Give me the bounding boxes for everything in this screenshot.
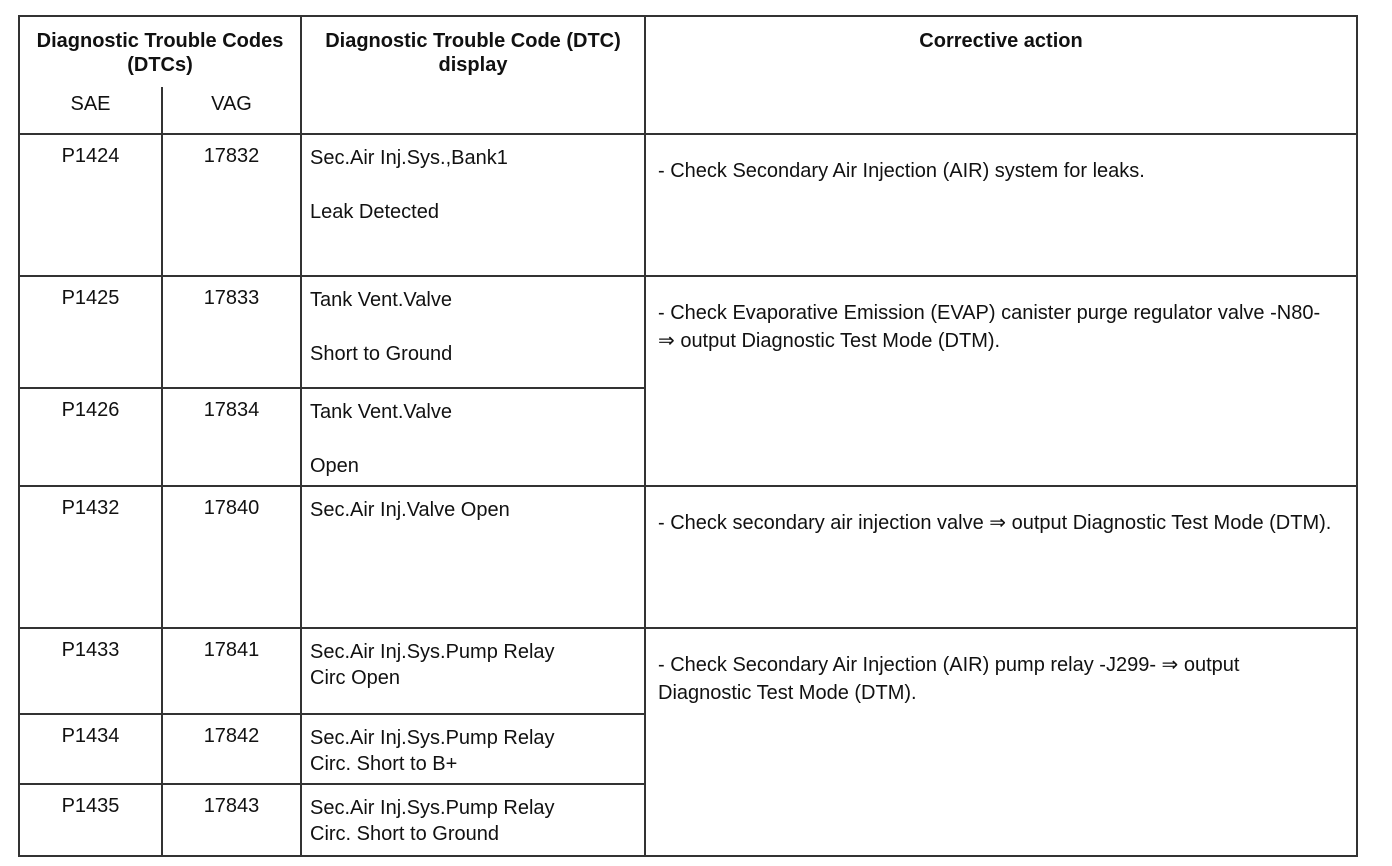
display-line: Sec.Air Inj.Valve Open [310, 499, 510, 521]
dtc-group-header: Diagnostic Trouble Codes (DTCs) [19, 16, 301, 87]
corrective-action: - Check Secondary Air Injection (AIR) pump relay -J299- ⇒ output Diagnostic Test Mode (DTM). [645, 628, 1357, 856]
table-row [19, 276, 1357, 388]
sae-code: P1433 [19, 628, 162, 714]
display-line: Sec.Air Inj.Sys.,Bank1 [310, 147, 508, 169]
display-line: Tank Vent.Valve [310, 401, 452, 423]
vag-code: 17843 [162, 784, 301, 856]
vag-header: VAG [162, 87, 301, 134]
sae-code: P1426 [19, 388, 162, 486]
corrective-action: - Check Secondary Air Injection (AIR) system for leaks. [645, 134, 1357, 276]
display-line: Open [310, 455, 359, 477]
sae-code: P1424 [19, 134, 162, 276]
display-line: Short to Ground [310, 343, 453, 365]
display-line: Sec.Air Inj.Sys.Pump Relay [310, 727, 555, 749]
dtc-display [301, 134, 645, 276]
display-line: Circ. Short to B+ [310, 753, 458, 775]
display-header: Diagnostic Trouble Code (DTC) display [301, 16, 645, 134]
dtc-display [301, 628, 645, 714]
vag-code: 17832 [162, 134, 301, 276]
vag-code: 17834 [162, 388, 301, 486]
table-row [19, 628, 1357, 714]
vag-code: 17840 [162, 486, 301, 628]
dtc-display [301, 486, 645, 628]
dtc-display [301, 714, 645, 784]
display-line: Circ Open [310, 667, 401, 689]
sae-code: P1425 [19, 276, 162, 388]
sae-code: P1434 [19, 714, 162, 784]
vag-code: 17841 [162, 628, 301, 714]
dtc-display [301, 388, 645, 486]
display-line: Tank Vent.Valve [310, 289, 452, 311]
dtc-display [301, 784, 645, 856]
sae-code: P1435 [19, 784, 162, 856]
display-line: Sec.Air Inj.Sys.Pump Relay [310, 797, 555, 819]
corrective-action: - Check secondary air injection valve ⇒ output Diagnostic Test Mode (DTM). [645, 486, 1357, 628]
display-line: Leak Detected [310, 201, 439, 223]
action-header: Corrective action [645, 16, 1357, 134]
sae-code: P1432 [19, 486, 162, 628]
header-row [19, 16, 1357, 87]
table-row [19, 486, 1357, 628]
table-row [19, 134, 1357, 276]
display-line: Sec.Air Inj.Sys.Pump Relay [310, 641, 555, 663]
dtc-table [18, 15, 1358, 857]
sae-header: SAE [19, 87, 162, 134]
vag-code: 17833 [162, 276, 301, 388]
display-line: Circ. Short to Ground [310, 823, 499, 845]
dtc-display [301, 276, 645, 388]
corrective-action: - Check Evaporative Emission (EVAP) canister purge regulator valve -N80-⇒ output Diagnostic Test Mode (DTM). [645, 276, 1357, 486]
vag-code: 17842 [162, 714, 301, 784]
